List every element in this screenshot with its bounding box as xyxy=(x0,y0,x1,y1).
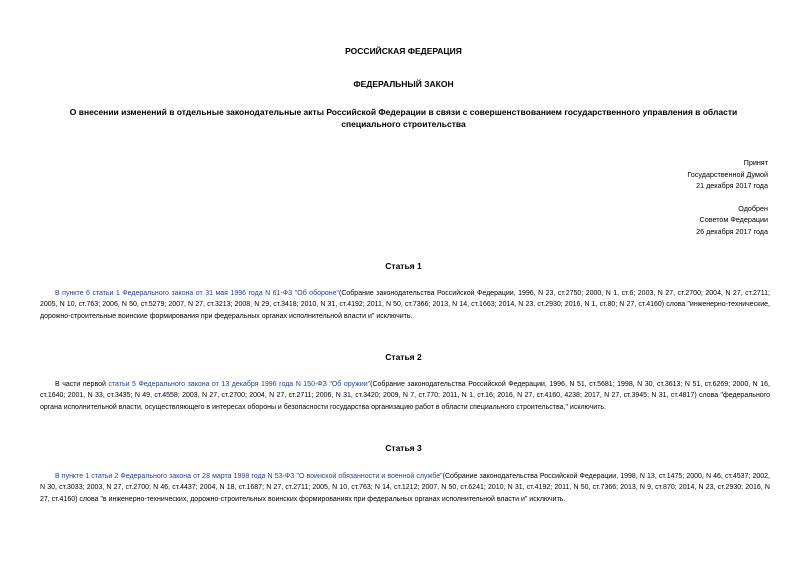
article-1-heading: Статья 1 xyxy=(385,261,422,271)
approved-by: Советом Федерации xyxy=(699,215,768,224)
article-2-law-link[interactable]: статьи 5 Федерального закона от 13 декабря 1996 года N 150-ФЗ "Об оружии" xyxy=(108,381,371,388)
article-2-text xyxy=(40,379,770,413)
article-2-heading: Статья 2 xyxy=(385,352,422,362)
article-1-law-link[interactable]: В пункте 6 статьи 1 Федерального закона от 31 мая 1996 года N 61-ФЗ "Об обороне" xyxy=(55,290,340,297)
article-1-text xyxy=(40,288,770,322)
article-1-body: (Собрание законодательства Российской Федерации, 1996, N 23, ст.2750; 2000, N 1, ст.6; 2003, N 27, ст.2700; 2004, N 27, ст.2711; 2005, N 10, ст.763; 2006, N 50, ст.5279; 2007, N 27, ст.3213; 2008, N 29, ст.3418; 2010, N 31, ст.4192; 2011, N 50, ст.7366; 2013, N 14, ст.1663; 2014, N 23, ст.2930; 2016, N 1, ст.80; N 27, ст.4160) слова "инженерно-технические, дорожно-строительные воинские формирования при федеральных органах исполнительной власти и" исключить. xyxy=(40,290,771,320)
article-3-heading: Статья 3 xyxy=(385,443,422,453)
article-2-prefix: В части первой xyxy=(55,381,109,388)
country-heading: РОССИЙСКАЯ ФЕДЕРАЦИЯ xyxy=(345,46,462,56)
approved-date: 26 декабря 2017 года xyxy=(696,226,768,236)
article-3-text xyxy=(40,471,770,505)
approved-label: Одобрен xyxy=(738,203,768,213)
accepted-label: Принят xyxy=(743,158,768,167)
article-3-law-link[interactable]: В пункте 1 статьи 2 Федерального закона от 28 марта 1998 года N 53-ФЗ "О воинской обязанности и военной службе" xyxy=(55,473,443,480)
article-3-body: (Собрание законодательства Российской Федерации, 1998, N 13, ст.1475; 2000, N 46, ст.4537; 2002, N 30, ст.3033; 2003, N 27, ст.2700; N 46, ст.4437; 2004, N 18, ст.1687; N 27, ст.2711; 2005, N 10, ст.763; N 14, ст.1212; 2007, N 50, ст.6241; 2010, N 31, ст.4192; 2011, N 50, ст.7366; 2013, N 9, ст.870; 2014, N 23, ст.2930; 2016, N 27, ст.4160) слова "в инженерно-технических, дорожно-строительных воинских формированиях при федеральных органах исполнительной власти и" исключить. xyxy=(40,473,770,503)
article-2-body: (Собрание законодательства Российской Федерации, 1996, N 51, ст.5681; 1998, N 30, ст.3613; N 51, ст.6269; 2000, N 16, ст.1640; 2001, N 33, ст.3435; N 49, ст.4558; 2003, N 27, ст.2700; 2004, N 27, ст.2711; 2006, N 31, ст.3420; 2009, N 7, ст.770; 2011, N 1, ст.16; 2016, N 27, ст.4160, 4238; 2017, N 27, ст.3945; N 31, ст.4817) слова "федерального органа исполнительной власти, осуществляющего в интересах обороны и безопасности государства организацию работ в области специального строительства," исключить. xyxy=(40,381,770,411)
law-title: О внесении изменений в отдельные законодательные акты Российской Федерации в связи с совершенствованием государственного управления в области специального строительства xyxy=(69,107,738,129)
accepted-by: Государственной Думой xyxy=(687,169,768,179)
accepted-date: 21 декабря 2017 года xyxy=(696,181,768,190)
adoption-block xyxy=(687,157,768,237)
document-type-heading: ФЕДЕРАЛЬНЫЙ ЗАКОН xyxy=(353,79,454,89)
